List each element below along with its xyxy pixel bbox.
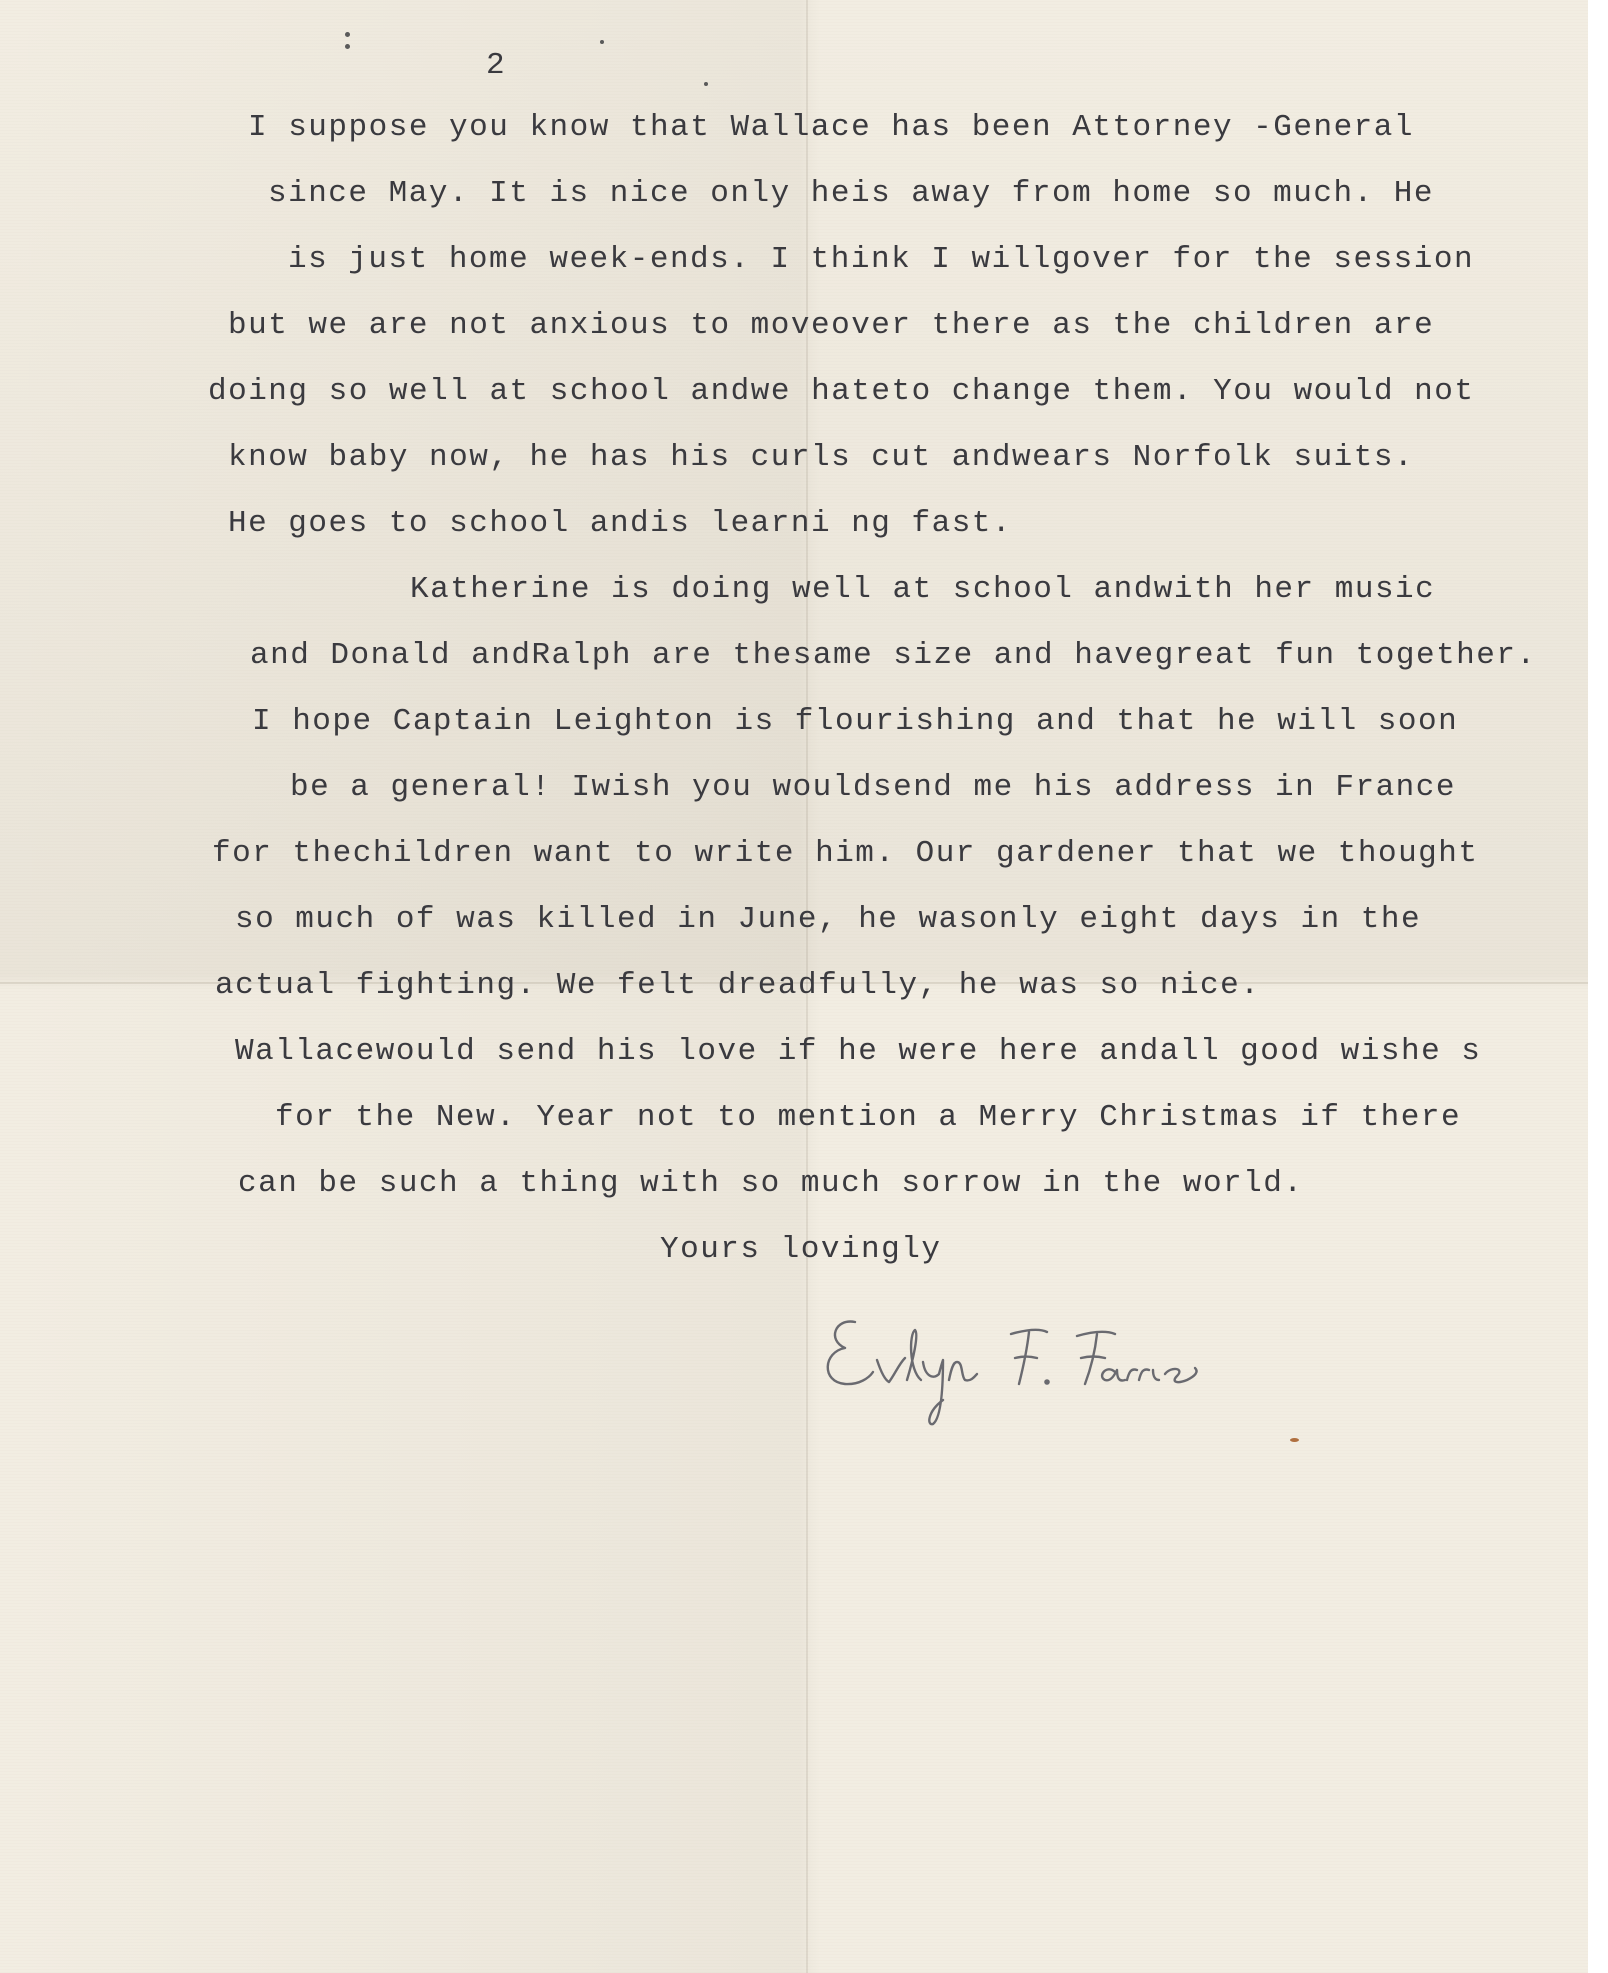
letter-line-11: be a general! Iwish you wouldsend me his address in France: [290, 770, 1456, 805]
ink-speck: [345, 44, 350, 49]
letter-line-10: I hope Captain Leighton is flourishing and that he will soon: [252, 704, 1459, 739]
ink-speck: [704, 82, 708, 86]
letter-line-1: I suppose you know that Wallace has been Attorney -General: [248, 110, 1414, 145]
handwritten-signature: [815, 1300, 1235, 1430]
letter-line-14: actual fighting. We felt dreadfully, he was so nice.: [215, 968, 1261, 1003]
letter-line-12: for thechildren want to write him. Our gardener that we thought: [212, 836, 1479, 871]
letter-line-3: is just home week-ends. I think I willgover for the session: [288, 242, 1475, 277]
letter-line-6: know baby now, he has his curls cut andwears Norfolk suits.: [228, 440, 1415, 475]
page-number: 2: [486, 48, 507, 83]
letter-line-8: Katherine is doing well at school andwith her music: [410, 572, 1436, 607]
letter-line-9: and Donald andRalph are thesame size and havegreat fun together.: [250, 638, 1537, 673]
letter-line-2: since May. It is nice only heis away from home so much. He: [268, 176, 1434, 211]
ink-speck: [345, 32, 350, 37]
letter-line-5: doing so well at school andwe hateto change them. You would not: [208, 374, 1475, 409]
letter-line-13: so much of was killed in June, he wasonly eight days in the: [235, 902, 1422, 937]
letter-line-17: can be such a thing with so much sorrow in the world.: [238, 1166, 1304, 1201]
ink-speck: [1290, 1438, 1299, 1442]
letter-line-16: for the New. Year not to mention a Merry Christmas if there: [275, 1100, 1462, 1135]
letter-line-7: He goes to school andis learni ng fast.: [228, 506, 1013, 541]
ink-speck: [600, 40, 604, 44]
letter-line-4: but we are not anxious to moveover there as the children are: [228, 308, 1435, 343]
closing-line: Yours lovingly: [660, 1232, 942, 1267]
letter-line-15: Wallacewould send his love if he were here andall good wishe s: [235, 1034, 1482, 1069]
